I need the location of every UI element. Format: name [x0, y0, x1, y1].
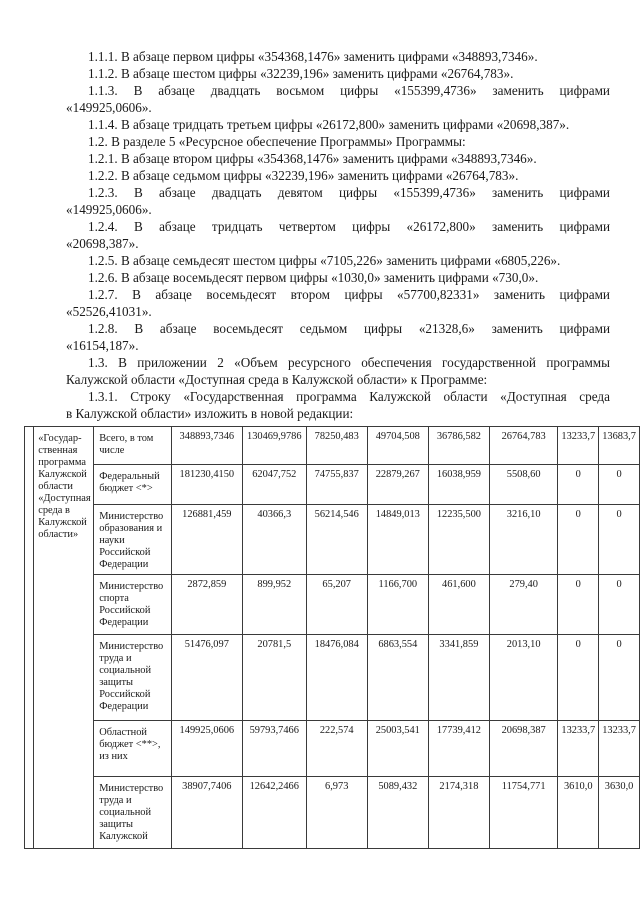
paragraph-1-3-cont: Калужской области «Доступная среда в Калужской области» к Программе: — [66, 372, 488, 387]
table-cell: 17739,412 — [428, 721, 489, 777]
table-row — [25, 777, 640, 849]
paragraph-1-1-4: 1.1.4. В абзаце тридцать третьем цифры «26172,800» заменить цифрами «20698,387». — [88, 117, 570, 132]
row-label: Всего, в том числе — [94, 427, 172, 465]
table-cell: 5508,60 — [489, 465, 557, 505]
table-cell: 0 — [558, 505, 599, 575]
table-cell: 74755,837 — [306, 465, 367, 505]
table-cell: 51476,097 — [171, 635, 242, 721]
table-cell: 12642,2466 — [242, 777, 306, 849]
table-row — [25, 575, 640, 635]
table-cell: 0 — [599, 505, 640, 575]
table-cell: 3216,10 — [489, 505, 557, 575]
table-cell: 0 — [558, 465, 599, 505]
table-cell: 3630,0 — [599, 777, 640, 849]
table-cell: 3341,859 — [428, 635, 489, 721]
paragraph-1-3-1: 1.3.1. Строку «Государственная программа Калужской области «Доступная среда — [88, 389, 610, 404]
paragraph-1-2-7: 1.2.7. В абзаце восемьдесят втором цифры «57700,82331» заменить цифрами — [88, 287, 610, 302]
paragraph-1-2-7-cont: «52526,41031». — [66, 304, 152, 319]
table-cell: 0 — [558, 575, 599, 635]
table-cell: 13683,7 — [599, 427, 640, 465]
table-cell: 59793,7466 — [242, 721, 306, 777]
table-cell: 461,600 — [428, 575, 489, 635]
table-cell: 65,207 — [306, 575, 367, 635]
table-cell: 0 — [599, 465, 640, 505]
paragraph-1-2-3-cont: «149925,0606». — [66, 202, 152, 217]
program-name-cell: «Государ-ственная программа Калужской области «Доступная среда в Калужской области» — [34, 427, 94, 849]
table-row — [25, 505, 640, 575]
table-cell: 0 — [558, 635, 599, 721]
row-label: Министерство труда и социальной защиты Российской Федерации — [94, 635, 172, 721]
paragraph-1-2-2: 1.2.2. В абзаце седьмом цифры «32239,196» заменить цифрами «26764,783». — [88, 168, 519, 183]
table-cell: 2013,10 — [489, 635, 557, 721]
paragraph-1-1-3: 1.1.3. В абзаце двадцать восьмом цифры «155399,4736» заменить цифрами — [88, 83, 610, 98]
table-cell: 130469,9786 — [242, 427, 306, 465]
table-cell: 14849,013 — [367, 505, 428, 575]
row-label: Министерство спорта Российской Федерации — [94, 575, 172, 635]
table-row — [25, 427, 640, 465]
paragraph-1-2-4-cont: «20698,387». — [66, 236, 139, 251]
table-cell: 149925,0606 — [171, 721, 242, 777]
table-cell: 2174,318 — [428, 777, 489, 849]
table-cell: 38907,7406 — [171, 777, 242, 849]
table-cell: 2872,859 — [171, 575, 242, 635]
table-cell: 20781,5 — [242, 635, 306, 721]
paragraph-1-2: 1.2. В разделе 5 «Ресурсное обеспечение Программы» Программы: — [88, 134, 466, 149]
paragraph-1-3-1-cont: в Калужской области» изложить в новой редакции: — [66, 406, 354, 421]
table-cell: 25003,541 — [367, 721, 428, 777]
table-cell: 22879,267 — [367, 465, 428, 505]
table-cell: 78250,483 — [306, 427, 367, 465]
resource-table — [24, 426, 640, 849]
table-cell: 279,40 — [489, 575, 557, 635]
table-side-cell — [25, 427, 34, 849]
table-cell: 18476,084 — [306, 635, 367, 721]
table-cell: 5089,432 — [367, 777, 428, 849]
table-cell: 0 — [599, 635, 640, 721]
table-cell: 222,574 — [306, 721, 367, 777]
table-cell: 6863,554 — [367, 635, 428, 721]
table-cell: 36786,582 — [428, 427, 489, 465]
table-cell: 16038,959 — [428, 465, 489, 505]
table-cell: 3610,0 — [558, 777, 599, 849]
paragraph-1-1-2: 1.1.2. В абзаце шестом цифры «32239,196» заменить цифрами «26764,783». — [88, 66, 514, 81]
table-cell: 6,973 — [306, 777, 367, 849]
table-row — [25, 635, 640, 721]
paragraph-1-2-1: 1.2.1. В абзаце втором цифры «354368,1476» заменить цифрами «348893,7346». — [88, 151, 537, 166]
table-cell: 1166,700 — [367, 575, 428, 635]
table-cell: 126881,459 — [171, 505, 242, 575]
row-label: Областной бюджет <**>, из них — [94, 721, 172, 777]
table-cell: 12235,500 — [428, 505, 489, 575]
paragraph-1-2-3: 1.2.3. В абзаце двадцать девятом цифры «155399,4736» заменить цифрами — [88, 185, 610, 200]
table-cell: 13233,7 — [599, 721, 640, 777]
paragraph-1-3: 1.3. В приложении 2 «Объем ресурсного обеспечения государственной программы — [88, 355, 610, 370]
paragraph-1-2-8-cont: «16154,187». — [66, 338, 139, 353]
table-cell: 62047,752 — [242, 465, 306, 505]
table-cell: 13233,7 — [558, 721, 599, 777]
table-cell: 899,952 — [242, 575, 306, 635]
row-label: Министерство образования и науки Российской Федерации — [94, 505, 172, 575]
paragraph-1-2-8: 1.2.8. В абзаце восемьдесят седьмом цифры «21328,6» заменить цифрами — [88, 321, 610, 336]
row-label: Министерство труда и социальной защиты Калужской — [94, 777, 172, 849]
table-cell: 49704,508 — [367, 427, 428, 465]
table-cell: 26764,783 — [489, 427, 557, 465]
table-cell: 181230,4150 — [171, 465, 242, 505]
table-cell: 0 — [599, 575, 640, 635]
table-cell: 348893,7346 — [171, 427, 242, 465]
table-cell: 11754,771 — [489, 777, 557, 849]
table-cell: 20698,387 — [489, 721, 557, 777]
table-cell: 13233,7 — [558, 427, 599, 465]
paragraph-1-2-4: 1.2.4. В абзаце тридцать четвертом цифры «26172,800» заменить цифрами — [88, 219, 610, 234]
paragraph-1-1-1: 1.1.1. В абзаце первом цифры «354368,1476» заменить цифрами «348893,7346». — [88, 49, 538, 64]
table-cell: 40366,3 — [242, 505, 306, 575]
paragraph-1-2-6: 1.2.6. В абзаце восемьдесят первом цифры «1030,0» заменить цифрами «730,0». — [88, 270, 539, 285]
paragraph-1-2-5: 1.2.5. В абзаце семьдесят шестом цифры «7105,226» заменить цифрами «6805,226». — [88, 253, 561, 268]
table-cell: 56214,546 — [306, 505, 367, 575]
row-label: Федеральный бюджет <*> — [94, 465, 172, 505]
table-row — [25, 465, 640, 505]
paragraph-1-1-3-cont: «149925,0606». — [66, 100, 152, 115]
table-row — [25, 721, 640, 777]
